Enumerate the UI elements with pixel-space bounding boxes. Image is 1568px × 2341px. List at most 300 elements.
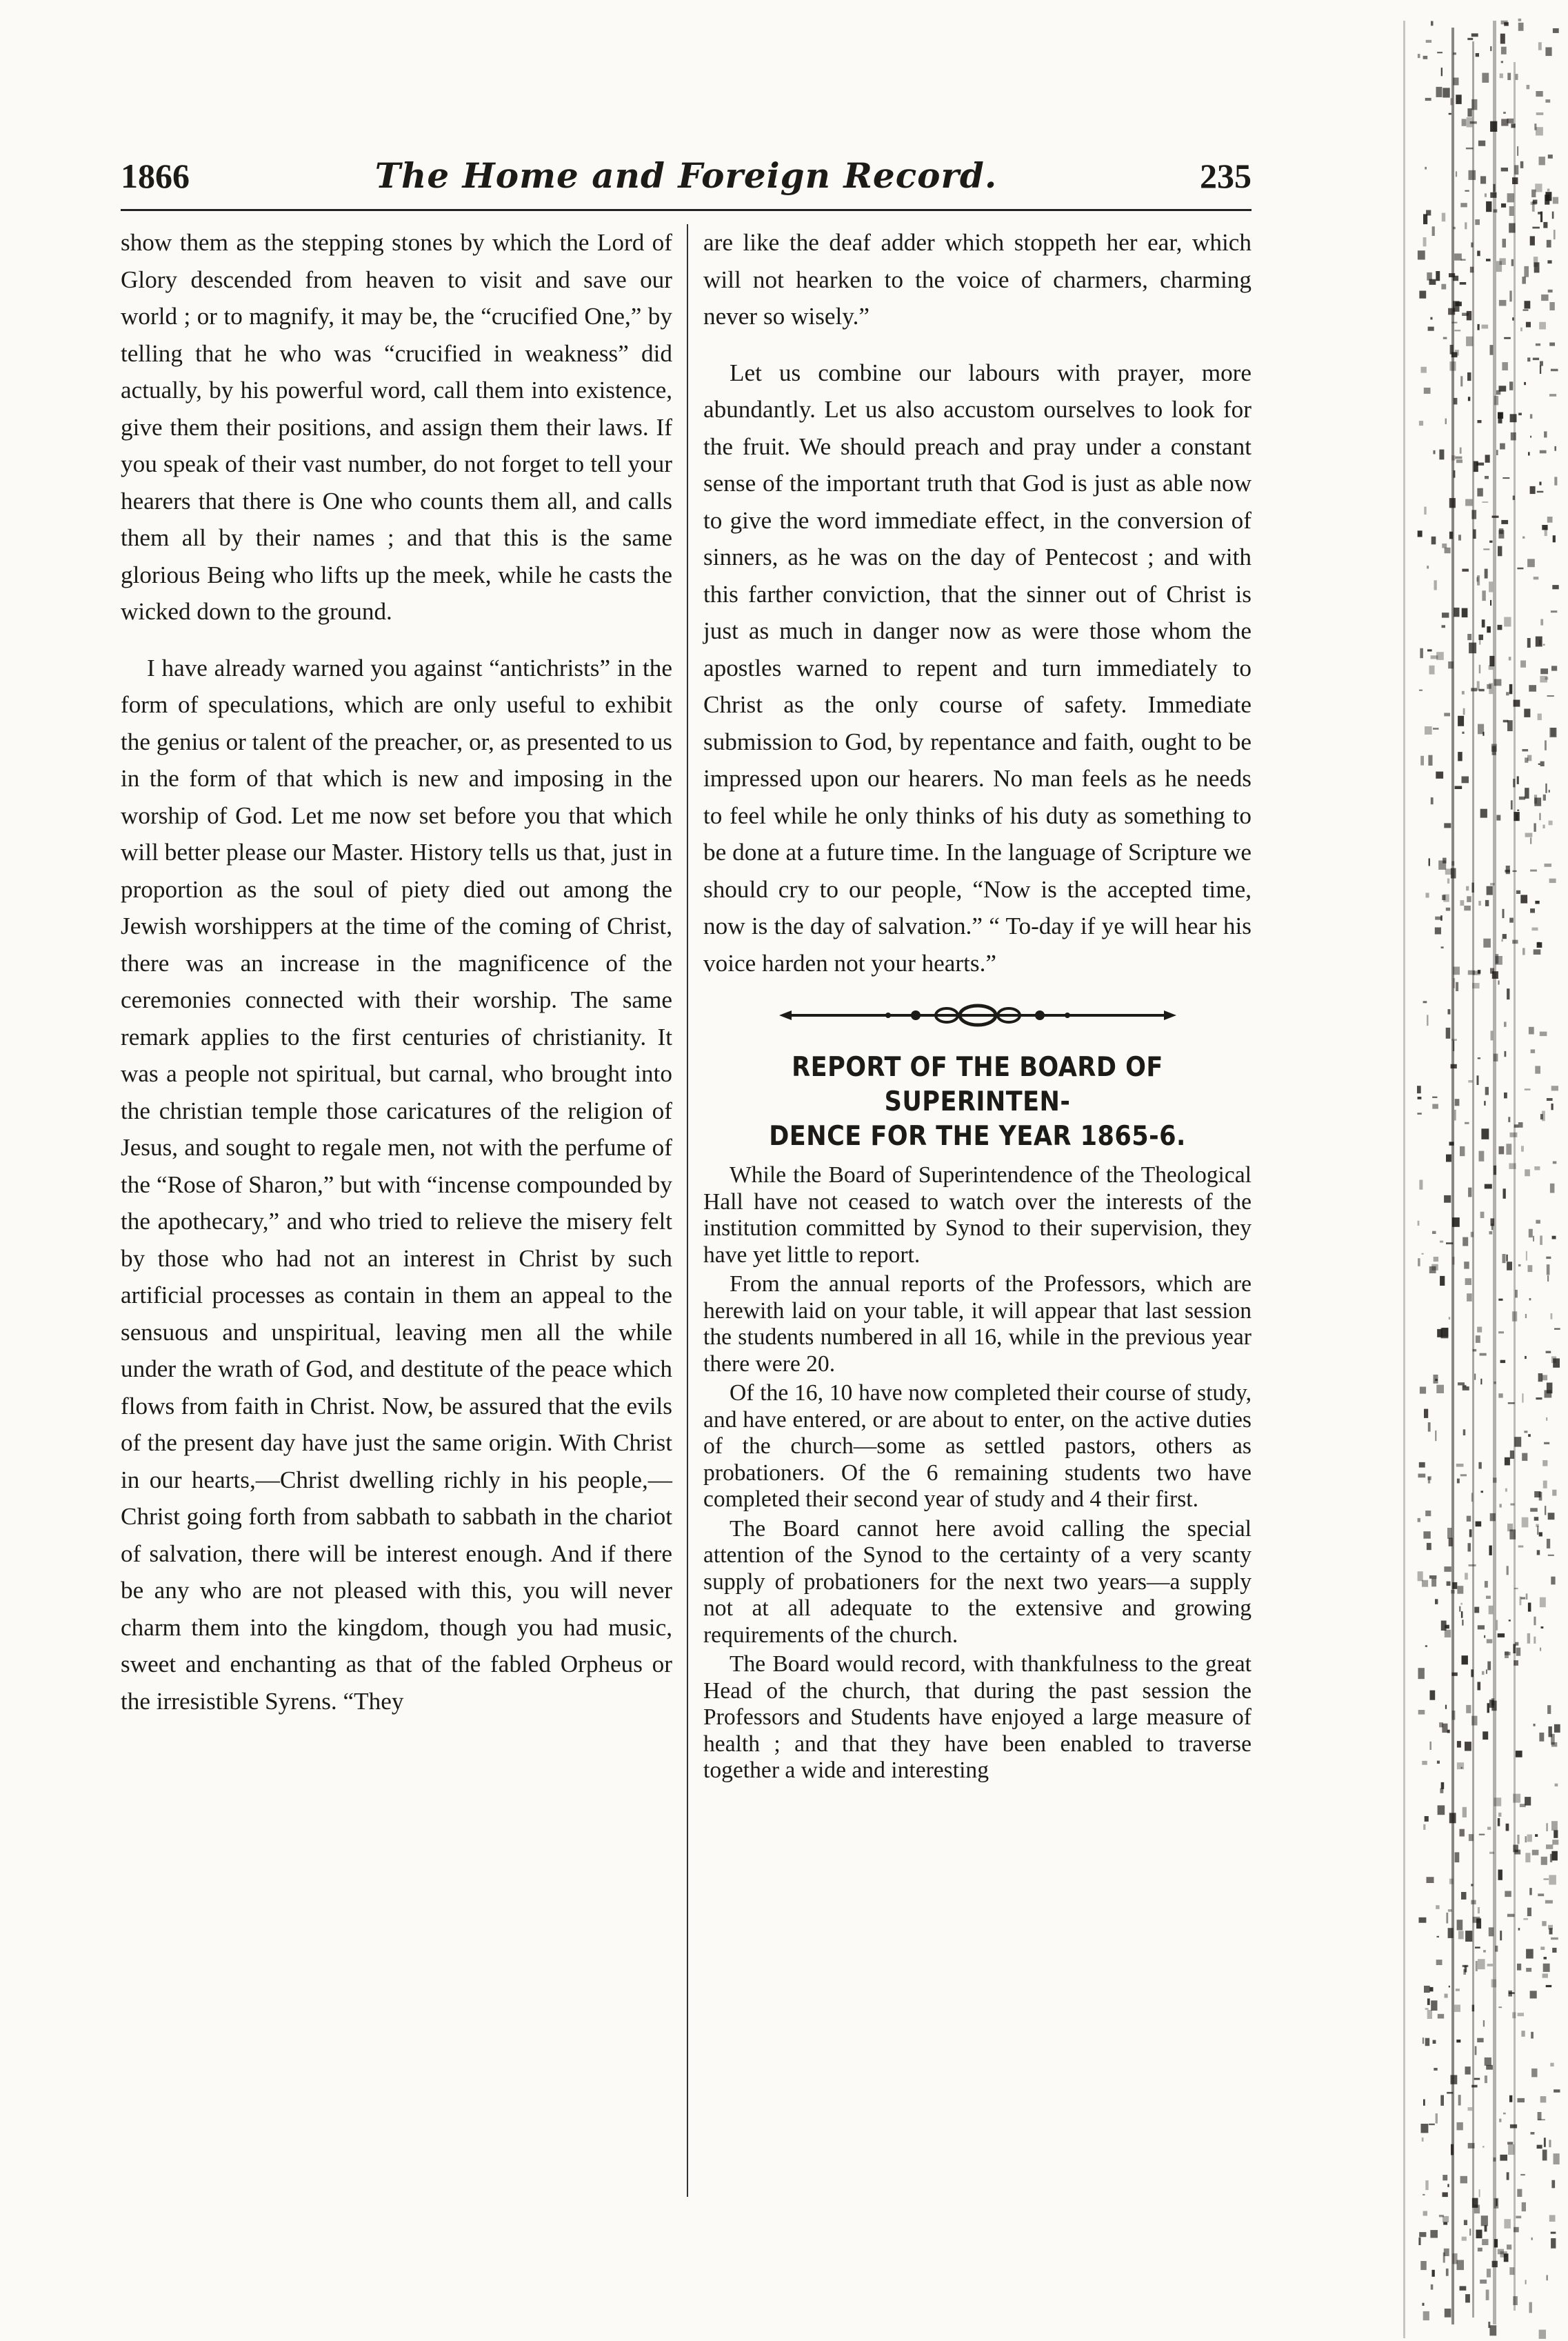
scan-speckle [1470, 121, 1477, 124]
scan-speckle [1453, 52, 1456, 54]
scan-speckle [1539, 1492, 1542, 1501]
scan-speckle [1498, 2006, 1502, 2008]
scan-speckle [1499, 528, 1503, 534]
scan-speckle [1510, 2124, 1517, 2129]
scan-speckle [1435, 1599, 1438, 1604]
scan-speckle [1481, 2215, 1488, 2226]
scan-speckle [1469, 1834, 1474, 1841]
scan-speckle [1462, 608, 1468, 618]
scan-speckle [1509, 290, 1511, 301]
scan-speckle [1494, 209, 1498, 212]
scan-speckle [1494, 2158, 1496, 2162]
scan-speckle [1471, 1884, 1473, 1886]
scan-speckle [1419, 1180, 1423, 1190]
scan-speckle [1486, 1670, 1487, 1674]
scan-speckle [1505, 1651, 1509, 1658]
scan-speckle [1428, 1477, 1430, 1483]
scan-speckle [1538, 1893, 1544, 1896]
scan-speckle [1512, 940, 1518, 944]
scan-speckle [1507, 988, 1509, 999]
scan-speckle [1442, 1724, 1447, 1733]
scan-speckle [1496, 1620, 1498, 1631]
scan-speckle [1468, 2107, 1473, 2111]
scan-speckle [1551, 2180, 1555, 2189]
scan-speckle [1514, 1437, 1521, 1446]
scan-speckle [1423, 1824, 1425, 1830]
scan-speckle [1549, 790, 1550, 793]
scan-speckle [1514, 165, 1518, 175]
scan-speckle [1549, 302, 1554, 310]
scan-speckle [1505, 1051, 1507, 1057]
scan-speckle [1547, 1705, 1551, 1714]
scan-speckle [1447, 1528, 1452, 1539]
scan-speckle [1444, 2249, 1449, 2256]
scan-speckle [1472, 883, 1474, 893]
scan-speckle [1527, 559, 1535, 567]
scan-speckle [1496, 815, 1500, 821]
scan-speckle [1418, 530, 1423, 537]
report-heading-line-1: REPORT OF THE BOARD OF SUPERINTEN- [792, 1052, 1163, 1117]
scan-speckle [1461, 1611, 1463, 1618]
scan-speckle [1536, 637, 1542, 647]
scan-speckle [1498, 546, 1502, 557]
scan-speckle [1423, 237, 1427, 246]
scan-speckle [1511, 259, 1514, 266]
scan-speckle [1500, 444, 1505, 450]
report-heading [731, 1050, 1225, 1154]
scan-speckle [1479, 665, 1481, 674]
scan-speckle [1489, 1546, 1492, 1555]
scan-speckle [1448, 308, 1455, 315]
scan-speckle [1547, 1264, 1550, 1275]
scan-speckle [1496, 390, 1501, 395]
scan-speckle [1428, 755, 1432, 766]
scan-speckle [1554, 230, 1556, 239]
running-head [121, 148, 1252, 203]
scan-speckle [1442, 612, 1449, 617]
scan-speckle [1418, 1097, 1422, 1099]
scan-speckle [1431, 1264, 1438, 1271]
scan-speckle [1436, 1905, 1439, 1909]
scan-speckle [1429, 279, 1436, 285]
scan-speckle [1531, 202, 1537, 206]
scan-speckle [1515, 1290, 1518, 1298]
scan-speckle [1459, 1606, 1460, 1612]
scan-speckle [1554, 477, 1557, 485]
scan-speckle [1468, 397, 1470, 401]
scan-speckle [1540, 361, 1543, 366]
scan-speckle [1454, 2004, 1460, 2012]
scan-speckle [1537, 2145, 1542, 2149]
scan-speckle [1489, 1606, 1494, 1615]
scan-speckle [1421, 2124, 1429, 2133]
scan-speckle [1486, 2065, 1493, 2070]
scan-speckle [1487, 626, 1491, 632]
scan-speckle [1478, 1959, 1485, 1969]
scan-speckle [1525, 833, 1533, 837]
scan-speckle [1427, 1877, 1434, 1883]
scan-speckle [1464, 1262, 1469, 1269]
scan-speckle [1543, 825, 1545, 828]
scan-speckle [1473, 1349, 1477, 1352]
scan-speckle [1432, 2270, 1435, 2277]
scan-speckle [1443, 858, 1447, 864]
scan-speckle [1486, 259, 1491, 261]
scan-speckle [1456, 1989, 1460, 1991]
scan-speckle [1440, 1789, 1443, 1793]
scan-speckle [1483, 2020, 1485, 2026]
scan-speckle [1517, 776, 1519, 784]
scan-speckle [1445, 1705, 1447, 1709]
scan-speckle [1501, 61, 1503, 63]
scan-speckle [1504, 2253, 1509, 2262]
scan-speckle [1468, 1543, 1471, 1551]
scan-speckle [1445, 1625, 1449, 1629]
scan-speckle [1544, 1957, 1547, 1960]
scan-speckle [1522, 277, 1526, 284]
scan-speckle [1545, 1506, 1546, 1515]
scan-speckle [1430, 317, 1432, 320]
scan-speckle [1447, 1582, 1451, 1586]
scan-speckle [1520, 895, 1527, 903]
scan-speckle [1454, 330, 1460, 331]
scan-speckle [1451, 352, 1458, 358]
scan-speckle [1451, 2075, 1458, 2084]
scan-speckle [1489, 665, 1494, 670]
scan-speckle [1419, 2232, 1426, 2237]
scan-speckle [1429, 858, 1430, 866]
scan-speckle [1425, 1816, 1429, 1822]
scan-speckle [1551, 666, 1557, 670]
scan-speckle [1545, 864, 1552, 867]
scan-speckle [1449, 361, 1456, 371]
scan-speckle [1553, 1358, 1560, 1367]
scan-speckle [1539, 481, 1541, 485]
scan-speckle [1431, 537, 1436, 545]
scan-speckle [1432, 226, 1435, 236]
scan-speckle [1530, 236, 1535, 245]
scan-speckle [1554, 1724, 1560, 1733]
scan-speckle [1535, 1066, 1540, 1073]
scan-speckle [1551, 1313, 1553, 1319]
scan-speckle [1553, 28, 1559, 33]
scan-speckle [1544, 431, 1547, 437]
scan-speckle [1441, 1328, 1449, 1338]
scan-speckle [1418, 1258, 1420, 1266]
scan-speckle [1449, 498, 1456, 508]
scan-speckle [1549, 821, 1553, 826]
scan-speckle [1532, 227, 1540, 229]
header-rule [121, 209, 1252, 211]
scan-speckle [1545, 1900, 1553, 1904]
scan-speckle [1469, 170, 1476, 180]
scan-speckle [1467, 1293, 1472, 1302]
scan-speckle [1419, 690, 1423, 691]
scan-speckle [1530, 414, 1532, 419]
scan-speckle [1472, 2198, 1478, 2208]
scan-speckle [1467, 372, 1471, 381]
report-paragraph-3: Of the 16, 10 have now completed their course of study, and have entered, or are about to enter, on the active duties of the church—some as settled pastors, others as probationers. Of the 6 remaining students two have completed their second year of study and 4 their first. [703, 1380, 1252, 1512]
scan-speckle [1447, 1730, 1450, 1733]
scan-speckle [1522, 749, 1528, 751]
scan-speckle [1451, 1590, 1454, 1593]
scan-speckle [1545, 784, 1547, 793]
scan-speckle [1469, 643, 1476, 654]
scan-speckle [1441, 68, 1443, 76]
scan-speckle [1445, 1994, 1448, 1998]
scan-speckle [1537, 1526, 1539, 1535]
scan-speckle [1417, 1086, 1421, 1093]
scan-speckle [1545, 99, 1550, 103]
scan-speckle [1443, 2222, 1447, 2224]
scan-speckle [1465, 499, 1473, 506]
scan-speckle [1457, 1741, 1461, 1748]
scan-speckle [1425, 2038, 1430, 2046]
scan-speckle [1494, 1166, 1496, 1175]
scan-speckle [1460, 1146, 1465, 1156]
scan-speckle [1541, 1626, 1544, 1628]
scan-speckle [1529, 1027, 1534, 1035]
scan-speckle [1463, 1429, 1466, 1435]
scan-speckle [1457, 2260, 1465, 2271]
scan-speckle [1441, 1782, 1445, 1789]
scan-speckle [1509, 223, 1515, 233]
scan-speckle [1525, 2280, 1527, 2284]
scan-speckle [1480, 176, 1486, 183]
left-paragraph-1: show them as the stepping stones by which the Lord of Glory descended from heaven to visit and save our world ; or to magnify, it may be, the “crucified One,” by telling that he who was “crucified in weakness” did actually, by his powerful word, call them into existence, give them their positions, and assign them their laws. If you speak of their vast number, do not forget to tell your hearers that there is One who counts them all, and calls them all by their names ; and that this is the same glorious Being who lifts up the meek, while he casts the wicked down to the ground. [121, 229, 672, 625]
scan-speckle [1446, 2269, 1449, 2276]
scan-speckle [1495, 1946, 1498, 1952]
scan-speckle [1525, 301, 1531, 308]
scan-speckle [1540, 668, 1548, 674]
scan-speckle [1457, 1762, 1464, 1769]
header-year: 1866 [121, 157, 190, 195]
scan-speckle [1551, 2238, 1556, 2249]
scan-speckle [1417, 1113, 1421, 1115]
scan-speckle [1436, 271, 1440, 281]
scan-speckle [1481, 1128, 1489, 1139]
scan-speckle [1467, 1516, 1471, 1522]
scan-speckle [1530, 870, 1537, 872]
scan-speckle [1432, 1104, 1438, 1109]
scan-speckle [1500, 34, 1505, 44]
scan-speckle [1444, 1195, 1451, 1203]
scan-speckle [1482, 590, 1485, 601]
scan-speckle [1464, 906, 1471, 910]
scan-speckle [1478, 1462, 1481, 1469]
scan-speckle [1520, 1597, 1522, 1606]
scan-speckle [1552, 1236, 1556, 1239]
scan-speckle [1419, 1462, 1425, 1468]
scan-speckle [1466, 337, 1473, 346]
scan-speckle [1425, 726, 1432, 735]
scan-speckle [1503, 112, 1506, 114]
scan-speckle [1490, 1513, 1496, 1521]
scan-speckle [1480, 809, 1487, 818]
scan-speckle [1502, 934, 1507, 939]
scan-speckle [1462, 569, 1469, 572]
scan-speckle [1513, 1845, 1518, 1853]
scan-speckle [1487, 2269, 1491, 2278]
scan-speckle [1462, 2237, 1467, 2241]
scan-speckle [1547, 1539, 1550, 1548]
scan-speckle [1552, 212, 1554, 219]
scan-speckle [1425, 1645, 1427, 1647]
scan-speckle [1534, 824, 1536, 832]
scan-speckle [1549, 343, 1555, 346]
scan-speckle [1485, 2075, 1487, 2083]
scan-speckle [1474, 1607, 1479, 1613]
scan-speckle [1537, 491, 1544, 493]
scan-speckle [1501, 119, 1508, 126]
scan-speckle [1471, 1716, 1477, 1726]
scan-speckle [1509, 657, 1511, 660]
scan-speckle [1531, 2069, 1537, 2078]
scan-speckle [1482, 732, 1484, 736]
scan-speckle [1534, 1517, 1539, 1521]
scan-speckle [1539, 322, 1546, 330]
scan-speckle [1510, 1133, 1518, 1137]
scan-speckle [1529, 1229, 1533, 1237]
scan-speckle [1534, 1724, 1536, 1726]
scan-speckle [1482, 2239, 1488, 2245]
scan-speckle [1452, 1217, 1460, 1227]
scan-speckle [1482, 2146, 1484, 2147]
scan-speckle [1453, 967, 1460, 975]
scan-speckle [1550, 1854, 1552, 1862]
scan-speckle [1525, 788, 1529, 799]
scan-speckle [1482, 1731, 1488, 1740]
scan-speckle [1430, 2230, 1438, 2238]
scan-speckle [1435, 1431, 1436, 1441]
scan-speckle [1458, 1931, 1464, 1939]
scan-speckle [1494, 1054, 1498, 1062]
scan-speckle [1546, 1351, 1551, 1353]
scan-speckle [1513, 1794, 1520, 1803]
scan-speckle [1460, 2176, 1467, 2184]
scan-speckle [1483, 1950, 1486, 1953]
scan-speckle [1551, 369, 1558, 372]
scan-speckle [1472, 2005, 1474, 2012]
scan-speckle [1522, 2202, 1526, 2211]
scan-speckle [1419, 1917, 1427, 1923]
scan-speckle [1465, 1931, 1472, 1942]
scan-speckle [1513, 779, 1515, 787]
scan-speckle [1509, 381, 1513, 390]
scan-speckle [1549, 1928, 1553, 1934]
scan-speckle [1457, 2122, 1463, 2131]
scan-speckle [1457, 1586, 1463, 1594]
scan-speckle [1507, 1262, 1512, 1271]
scan-speckle [1507, 1566, 1509, 1575]
scan-speckle [1477, 2038, 1483, 2042]
scan-speckle [1480, 1353, 1487, 1356]
scan-speckle [1527, 1835, 1532, 1842]
scan-speckle [1455, 1852, 1460, 1862]
scan-speckle [1489, 1927, 1494, 1936]
scan-speckle [1524, 382, 1526, 385]
scan-speckle [1480, 2280, 1487, 2284]
scan-speckle [1446, 1242, 1453, 1244]
scan-speckle [1460, 282, 1467, 285]
scan-speckle [1489, 656, 1494, 666]
scan-speckle [1518, 1546, 1524, 1548]
scan-speckle [1456, 982, 1458, 991]
scan-speckle [1549, 1875, 1556, 1884]
scan-speckle [1462, 1655, 1468, 1664]
scan-speckle [1472, 983, 1480, 988]
scan-speckle [1461, 259, 1466, 261]
scan-speckle [1476, 1335, 1480, 1343]
scan-speckle [1512, 1311, 1517, 1321]
scan-speckle [1539, 2330, 1546, 2339]
scan-speckle [1460, 448, 1462, 454]
scan-speckle [1464, 2220, 1467, 2226]
scan-speckle [1541, 295, 1549, 301]
scan-speckle [1520, 661, 1526, 668]
scan-speckle [1530, 1991, 1537, 1998]
scan-speckle [1498, 625, 1502, 630]
scan-speckle [1435, 1379, 1438, 1381]
scan-speckle [1527, 1908, 1531, 1916]
scan-speckle [1418, 1221, 1420, 1226]
scan-speckle [1478, 420, 1482, 423]
scan-speckle [1478, 1625, 1485, 1629]
right-paragraph-2: Let us combine our labours with prayer, more abundantly. Let us also accustom ourselves to look for the fruit. We should preach and pray under a constant sense of the important truth that God is just as able now to give the word immediate effect, in the conversion of sinners, as he was on the day of Pentecost ; and with this farther conviction, that the sinner out of Christ is just as much in danger now as were those whom the apostles warned to repent and turn immediately to Christ as the only course of safety. Immediate submission to God, by repentance and faith, ought to be impressed upon our hearers. No man feels as he needs to feel while he only thinks of his duty as something to be done at a future time. In the language of Scripture we should cry to our people, “Now is the accepted time, now is the day of salvation.” “ To-day if ye will hear his voice harden not your hearts.” [703, 359, 1252, 977]
scan-speckle [1499, 300, 1507, 306]
scan-speckle [1504, 337, 1511, 339]
scan-speckle [1451, 455, 1456, 460]
scan-speckle [1507, 193, 1514, 202]
scan-speckle [1518, 2013, 1524, 2016]
scan-speckle [1436, 2113, 1438, 2124]
scan-speckle [1451, 1064, 1457, 1068]
scan-speckle [1455, 786, 1463, 790]
scan-speckle [1452, 1711, 1456, 1720]
scan-speckle [1519, 797, 1525, 800]
scan-speckle [1476, 1961, 1478, 1971]
scan-speckle [1478, 1907, 1480, 1913]
scan-speckle [1540, 619, 1543, 626]
scan-speckle [1456, 171, 1457, 177]
scan-speckle [1513, 2296, 1518, 2305]
scan-speckle [1443, 337, 1447, 339]
scan-speckle [1500, 258, 1506, 265]
scan-speckle [1471, 1493, 1473, 1502]
scan-speckle [1510, 414, 1517, 422]
scan-speckle [1456, 2040, 1460, 2042]
scan-speckle [1504, 2219, 1511, 2229]
ornament-divider [778, 999, 1178, 1031]
scan-speckle [1428, 1422, 1431, 1432]
scan-speckle [1451, 868, 1456, 879]
scan-speckle [1547, 240, 1551, 248]
scan-speckle [1481, 1491, 1484, 1493]
scan-speckle [1538, 1373, 1543, 1382]
scan-speckle [1460, 2286, 1467, 2290]
scan-speckle [1461, 1892, 1467, 1900]
scan-speckle [1503, 2113, 1506, 2115]
scan-speckle [1516, 1751, 1522, 1757]
scan-speckle [1480, 1379, 1482, 1384]
report-paragraph-1: While the Board of Superintendence of the Theological Hall have not ceased to watch over the interests of the institution committed by Synod to their supervision, they have yet little to report. [703, 1162, 1252, 1268]
scan-speckle [1478, 324, 1480, 330]
scan-speckle [1485, 455, 1490, 462]
scan-speckle [1457, 1479, 1460, 1484]
scan-speckle [1508, 2144, 1514, 2155]
scan-speckle [1461, 1767, 1463, 1769]
scan-speckle [1473, 529, 1476, 539]
